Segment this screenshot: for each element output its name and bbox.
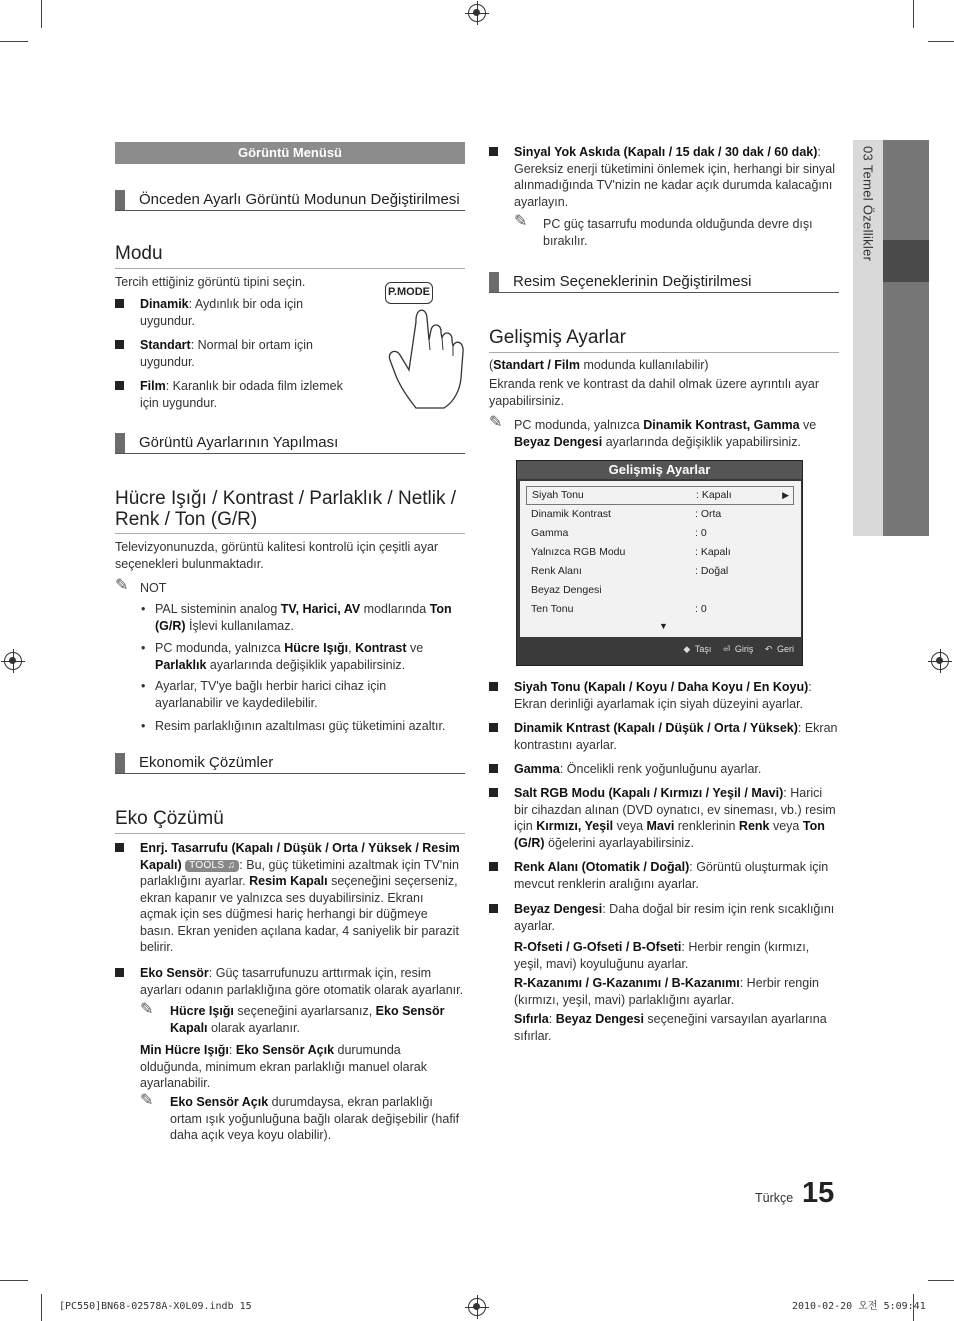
remote-hand-illustration <box>382 278 467 410</box>
list-item: Film: Karanlık bir odada film izlemek için uygundur. <box>115 378 355 411</box>
crop-mark <box>913 0 914 28</box>
osd-row[interactable]: Beyaz Dengesi <box>531 584 602 596</box>
eko-note-2: Eko Sensör Açık durumdaysa, ekran parlaklığı ortam ışık yoğunluğuna bağlı olarak değişebilir (hafif daha açık veya koyu olabilir). <box>170 1095 460 1142</box>
list-item: Siyah Tonu (Kapalı / Koyu / Daha Koyu / En Koyu): Ekran derinliği ayarlamak için siyah düzeyini ayarlar. <box>489 679 839 712</box>
subheading-picture-options: Resim Seçeneklerinin Değiştirilmesi <box>489 272 839 293</box>
heading-advanced: Gelişmiş Ayarlar <box>489 327 839 353</box>
advanced-note: PC modunda, yalnızca Dinamik Kontrast, Gamma ve Beyaz Dengesi ayarlarında değişiklik yapabilirsiniz. <box>514 418 817 449</box>
crop-mark <box>41 0 42 28</box>
subheading-picture-settings: Görüntü Ayarlarının Yapılması <box>115 433 465 454</box>
osd-advanced-settings <box>516 460 803 666</box>
list-item: Salt RGB Modu (Kapalı / Kırmızı / Yeşil / Mavi): Harici bir cihazdan alınan (DVD oynatıcı, ev sineması, vb.) resim için Kırmızı, Yeşil veya Mavi renklerinin Renk veya Ton (G/R) öğelerini ayarlayabilirsiniz. <box>489 785 839 851</box>
note-pencil-icon: ✎ <box>514 213 528 230</box>
advanced-mode: (Standart / Film modunda kullanılabilir) <box>489 358 709 372</box>
sinyal-note: PC güç tasarrufu modunda olduğunda devre dışı bırakılır. <box>543 217 813 248</box>
registration-mark-icon <box>468 4 486 22</box>
hucre-intro: Televizyonunuzda, görüntü kalitesi kontrolü için çeşitli ayar seçenekleri bulunmaktadır. <box>115 540 439 571</box>
list-item: Sinyal Yok Askıda (Kapalı / 15 dak / 30 dak / 60 dak): Gereksiz enerji tüketimini önlemek için, herhangi bir sinyal alınmadığında TV'nizin ne kadar açık durumda kalacağını ayarlayın. <box>489 144 839 210</box>
note-pencil-icon: ✎ <box>115 577 129 594</box>
crop-mark <box>41 1294 42 1321</box>
crop-mark <box>928 1280 954 1281</box>
white-balance-gain: R-Kazanımı / G-Kazanımı / B-Kazanımı: Herbir rengin (kırmızı, yeşil, mavi) parlaklığını ayarlar. <box>514 976 819 1007</box>
registration-mark-icon <box>931 652 949 670</box>
page-number: 15 <box>802 1177 835 1209</box>
registration-mark-icon <box>468 1298 486 1316</box>
enter-icon: ⏎ <box>722 643 731 654</box>
arrow-right-icon: ▶ <box>782 490 789 500</box>
eko-note-1: Hücre Işığı seçeneğini ayarlarsanız, Eko Sensör Kapalı olarak ayarlanır. <box>170 1004 445 1035</box>
list-item: • PAL sisteminin analog TV, Harici, AV modlarında Ton (G/R) İşlevi kullanılamaz. <box>140 601 460 634</box>
eko-min-cell: Min Hücre Işığı: Eko Sensör Açık durumunda olduğunda, minimum ekran parlaklığı manuel olarak ayarlanabilir. <box>140 1043 427 1090</box>
list-item: Standart: Normal bir ortam için uygundur. <box>115 337 355 370</box>
osd-row[interactable]: Gamma : 0 <box>531 527 707 539</box>
osd-title: Gelişmiş Ayarlar <box>517 461 802 479</box>
pmode-button-icon: P.MODE <box>385 282 433 304</box>
scroll-down-icon[interactable]: ▼ <box>659 621 668 631</box>
osd-row[interactable]: Renk Alanı : Doğal <box>531 565 729 577</box>
list-item: Dinamik Kntrast (Kapalı / Düşük / Orta / Yüksek): Ekran kontrastını ayarlar. <box>489 720 839 753</box>
osd-footer: ◆ Taşı ⏎ Giriş ↶ Geri <box>683 643 794 654</box>
registration-mark-icon <box>4 652 22 670</box>
note-pencil-icon: ✎ <box>489 414 503 431</box>
note-pencil-icon: ✎ <box>140 1001 154 1018</box>
osd-row[interactable]: Ten Tonu : 0 <box>531 603 707 615</box>
osd-row[interactable]: Dinamik Kontrast : Orta <box>531 508 722 520</box>
subheading-economic: Ekonomik Çözümler <box>115 753 465 774</box>
list-item: • PC modunda, yalnızca Hücre Işığı, Kontrast ve Parlaklık ayarlarında değişiklik yapabilirsiniz. <box>140 640 460 673</box>
list-item: • Ayarlar, TV'ye bağlı herbir harici cihaz için ayarlanabilir ve kaydedilebilir. <box>140 678 420 711</box>
note-label: NOT <box>140 581 167 595</box>
list-item: Renk Alanı (Otomatik / Doğal): Görüntü oluşturmak için mevcut renklerin aralığını ayarlar. <box>489 859 839 892</box>
footer-language: Türkçe <box>755 1191 794 1205</box>
chapter-label: 03 Temel Özellikler <box>860 146 876 262</box>
list-item: Enrj. Tasarrufu (Kapalı / Düşük / Orta / Yüksek / Resim Kapalı) TOOLS ♫ : Bu, güç tüketimini azaltmak için TV'nin parlaklığını ayarlar. Resim Kapalı seçeneğini seçerseniz, ekran kapanır ve yalnızca ses duyabilirsiniz. Ekranı açmak için ses düğmesi hariç herhangi bir düğmeye basın. Ekran yeniden açılana kadar, 4 saniyelik bir parazit belirir. <box>115 840 460 956</box>
advanced-intro: Ekranda renk ve kontrast da dahil olmak üzere ayrıntılı ayar yapabilirsiniz. <box>489 377 820 408</box>
osd-row-black-tone[interactable]: Siyah Tonu : Kapalı ▶ <box>526 486 794 505</box>
osd-row[interactable]: Yalnızca RGB Modu : Kapalı <box>531 546 731 558</box>
list-item: Eko Sensör: Güç tasarrufunuzu arttırmak için, resim ayarları odanın parlaklığına göre otomatik olarak ayarlanır. <box>115 965 465 998</box>
list-item: Gamma: Öncelikli renk yoğunluğunu ayarlar. <box>489 761 839 778</box>
menu-bar: Görüntü Menüsü <box>115 142 465 164</box>
modu-intro: Tercih ettiğiniz görüntü tipini seçin. <box>115 275 306 289</box>
footer-date: 2010-02-20 오전 5:09:41 <box>792 1301 926 1312</box>
heading-eco: Eko Çözümü <box>115 808 465 834</box>
white-balance-offset: R-Ofseti / G-Ofseti / B-Ofseti: Herbir rengin (kırmızı, yeşil, mavi) koyuluğunu ayarlar. <box>514 940 810 971</box>
heading-cell-light: Hücre Işığı / Kontrast / Parlaklık / Netlik / Renk / Ton (G/R) <box>115 488 465 534</box>
chapter-side-tab <box>853 140 929 536</box>
crop-mark <box>0 1280 28 1281</box>
subheading-preset-mode: Önceden Ayarlı Görüntü Modunun Değiştirilmesi <box>115 190 465 211</box>
white-balance-reset: Sıfırla: Beyaz Dengesi seçeneğini varsayılan ayarlarına sıfırlar. <box>514 1012 827 1043</box>
list-item: Beyaz Dengesi: Daha doğal bir resim için renk sıcaklığını ayarlar. <box>489 901 839 934</box>
list-item: • Resim parlaklığının azaltılması güç tüketimini azaltır. <box>140 718 470 735</box>
note-pencil-icon: ✎ <box>140 1092 154 1109</box>
heading-modu: Modu <box>115 243 465 269</box>
crop-mark <box>0 41 28 42</box>
move-icon: ◆ <box>683 643 691 654</box>
return-icon: ↶ <box>764 643 773 654</box>
footer-file: [PC550]BN68-02578A-X0L09.indb 15 <box>59 1301 252 1312</box>
osd-menu <box>520 481 801 637</box>
crop-mark <box>928 41 954 42</box>
list-item: Dinamik: Aydınlık bir oda için uygundur. <box>115 296 355 329</box>
tools-badge-icon: TOOLS ♫ <box>185 860 239 872</box>
